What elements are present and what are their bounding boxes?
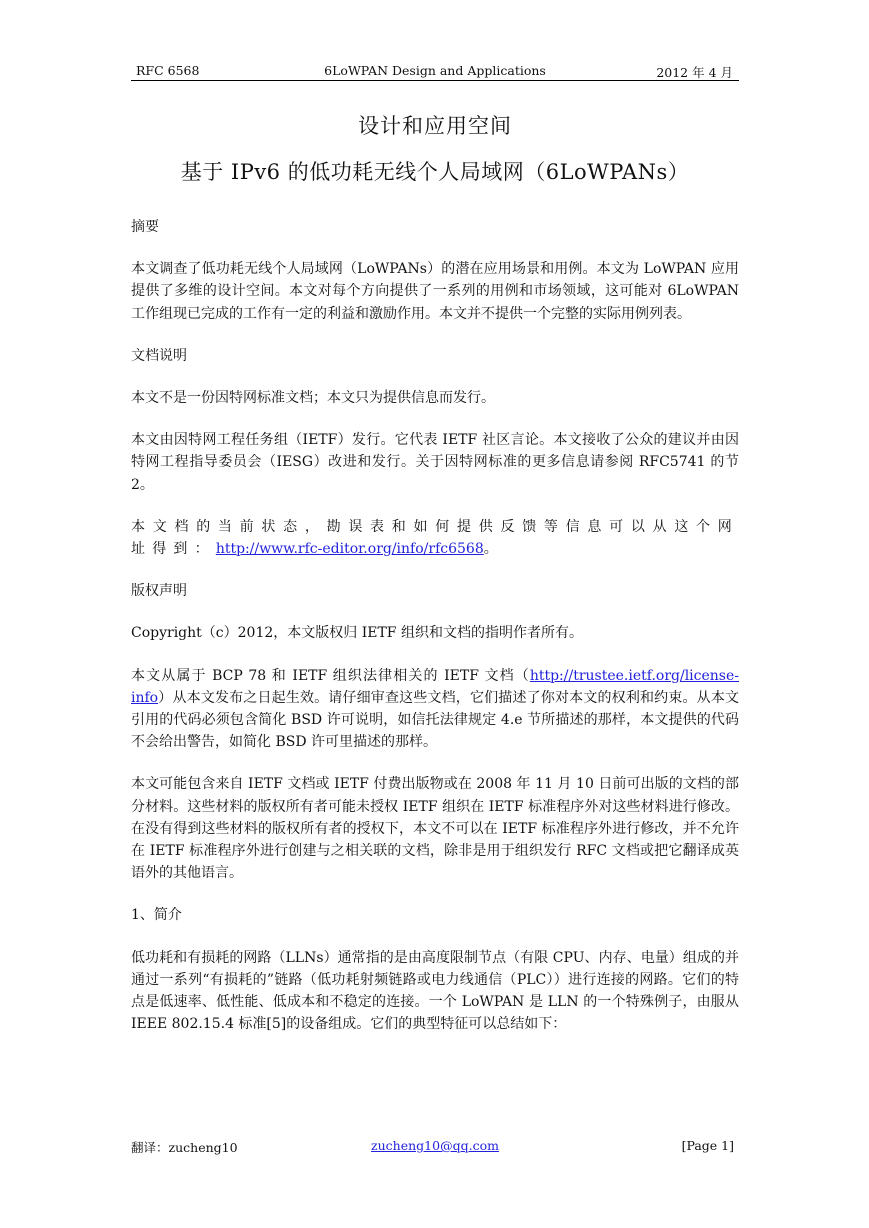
page-header [131, 62, 739, 81]
title-block [131, 112, 739, 186]
footer-page-number: [Page 1] [681, 1138, 734, 1153]
copyright-paragraph-3: 本文可能包含来自 IETF 文档或 IETF 付费出版物或在 2008 年 11 月 10 日前可出版的文档的部分材料。这些材料的版权所有者可能未授权 IETF 组织在 IETF 标准程序外对这些材料进行修改。在没有得到这些材料的版权所有者的授权下，本文不可以在 IETF 标准程序外进行修改，并不允许在 IETF 标准程序外进行创建与之相关联的文档，除非是用于组织发行 RFC 文档或把它翻译成英语外的其他语言。 [131, 776, 739, 882]
copyright-p2-rest: ）从本文发布之日起生效。请仔细审查这些文档，它们描述了你对本文的权利和约束。从本文引用的代码必须包含简化 BSD 许可说明，如信托法律规定 4.e 节所描述的那样，本文提供的代码不会给出警告，如简化 BSD 许可里描述的那样。 [131, 689, 739, 751]
status-paragraph-2: 本文由因特网工程任务组（IETF）发行。它代表 IETF 社区言论。本文接收了公众的建议并由因特网工程指导委员会（IESG）改进和发行。关于因特网标准的更多信息请参阅 RFC5741 的节 2。 [131, 432, 739, 493]
trustee-license-link[interactable]: http://trustee.ietf.org/license-info [131, 667, 739, 706]
header-date: 2012 年 4 月 [656, 65, 733, 80]
rfc-editor-link[interactable]: http://www.rfc-editor.org/info/rfc6568 [215, 541, 484, 558]
status-paragraph-1: 本文不是一份因特网标准文档；本文只为提供信息而发行。 [131, 390, 495, 407]
status-p3-end: 。 [483, 541, 498, 558]
status-p3-text: 本文档的当前状态，勘误表和如何提供反馈等信息可以从这个网址得到： [131, 518, 739, 558]
header-rfc-number: RFC 6568 [136, 63, 200, 78]
intro-heading: 1、简介 [131, 907, 182, 924]
page-footer [131, 1138, 739, 1156]
footer-email-wrap [131, 1138, 739, 1153]
document-title-line2: 基于 IPv6 的低功耗无线个人局域网（6LoWPANs） [180, 160, 690, 184]
status-paragraph-3 [131, 516, 739, 560]
footer-translator: 翻译：zucheng10 [131, 1140, 238, 1155]
footer-email-link[interactable]: zucheng10@qq.com [371, 1138, 499, 1153]
copyright-paragraph-2 [131, 665, 739, 754]
document-body [131, 216, 739, 1055]
copyright-paragraph-1: Copyright（c）2012，本文版权归 IETF 组织和文档的指明作者所有。 [131, 625, 583, 642]
status-heading: 文档说明 [131, 347, 187, 364]
copyright-heading: 版权声明 [131, 583, 187, 600]
abstract-paragraph: 本文调查了低功耗无线个人局域网（LoWPANs）的潜在应用场景和用例。本文为 LoWPAN 应用提供了多维的设计空间。本文对每个方向提供了一系列的用例和市场领域，这可能对 6LoWPAN 工作组现已完成的工作有一定的利益和激励作用。本文并不提供一个完整的实际用例列表。 [131, 261, 739, 322]
header-doc-title: 6LoWPAN Design and Applications [324, 63, 546, 78]
document-title-line1: 设计和应用空间 [358, 114, 512, 138]
intro-paragraph-1: 低功耗和有损耗的网路（LLNs）通常指的是由高度限制节点（有限 CPU、内存、电量）组成的并通过一系列“有损耗的”链路（低功耗射频链路或电力线通信（PLC））进行连接的网路。它们的特点是低速率、低性能、低成本和不稳定的连接。一个 LoWPAN 是 LLN 的一个特殊例子，由服从 IEEE 802.15.4 标准[5]的设备组成。它们的典型特征可以总结如下： [131, 949, 739, 1033]
abstract-heading: 摘要 [131, 219, 159, 235]
copyright-p2-start: 本文从属于 BCP 78 和 IETF 组织法律相关的 IETF 文档（ [131, 667, 530, 684]
